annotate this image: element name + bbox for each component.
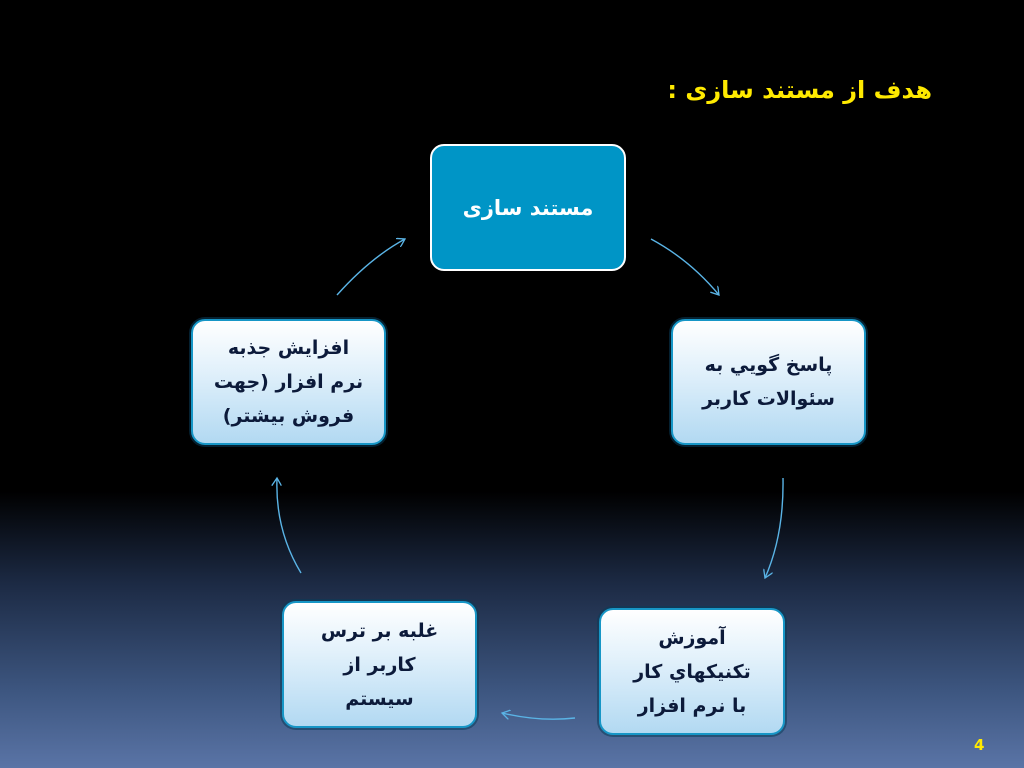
arrow-answering-to-training <box>765 478 783 578</box>
page-number: 4 <box>974 736 985 754</box>
center-node-label: مستند سازی <box>462 195 594 220</box>
node-label: پاسخ گويي به سئوالات كاربر <box>702 354 835 410</box>
arrow-attraction-to-center <box>337 239 405 295</box>
node-label: آموزش تكنيكهاي كار با نرم افزار <box>633 626 751 717</box>
arrow-center-to-answering <box>651 239 719 295</box>
node-label: افزايش جذبه نرم افزار (جهت فروش بيشتر) <box>213 337 364 427</box>
arrow-fear-to-attraction <box>277 478 301 573</box>
slide-title: هدف از مستند سازی : <box>667 76 932 104</box>
arrow-training-to-fear <box>502 713 575 719</box>
node-label: غلبه بر ترس كاربر از سیستم <box>320 619 439 710</box>
